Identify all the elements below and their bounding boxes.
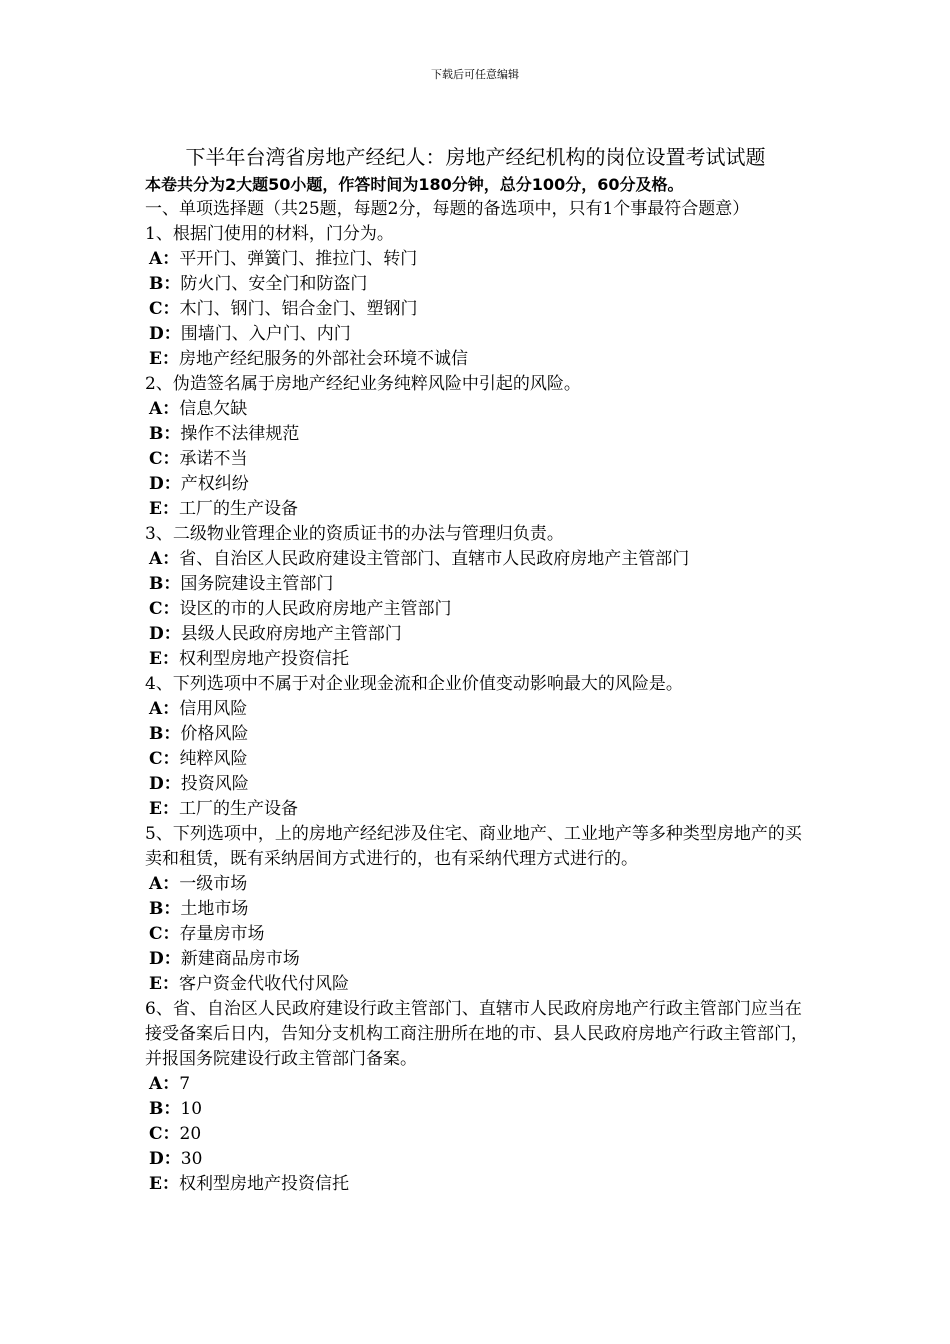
option-text: 国务院建设主管部门 [180,574,334,594]
answer-option [145,297,810,322]
option-text: 围墙门、入户门、内门 [180,324,351,344]
option-text: 客户资金代收代付风险 [178,974,349,994]
option-text: 权利型房地产投资信托 [178,649,349,669]
option-letter: A： [149,549,180,569]
option-text: 平开门、弹簧门、推拉门、转门 [179,249,418,269]
option-text: 10 [180,1099,203,1119]
option-text: 产权纠纷 [180,474,249,494]
option-text: 工厂的生产设备 [178,499,298,519]
option-letter: C： [149,599,180,619]
option-text: 土地市场 [180,899,249,919]
answer-option [145,972,810,997]
answer-option [145,247,810,272]
page-header-note: 下载后可任意编辑 [431,68,519,81]
option-text: 操作不法律规范 [180,424,300,444]
option-letter: E： [149,499,179,519]
option-letter: A： [149,249,180,269]
question-block [145,372,810,522]
answer-option [145,322,810,347]
option-letter: D： [149,474,181,494]
option-letter: C： [149,749,180,769]
answer-option [145,947,810,972]
option-letter: B： [149,274,181,294]
option-text: 新建商品房市场 [180,949,300,969]
option-letter: D： [149,324,181,344]
option-text: 房地产经纪服务的外部社会环境不诚信 [178,349,468,369]
option-text: 20 [179,1124,202,1144]
option-letter: A： [149,1074,180,1094]
option-text: 县级人民政府房地产主管部门 [180,624,402,644]
option-text: 设区的市的人民政府房地产主管部门 [179,599,452,619]
document-body [145,142,810,1197]
option-letter: D： [149,949,181,969]
question-block [145,222,810,372]
answer-option [145,1122,810,1147]
option-text: 防火门、安全门和防盗门 [180,274,368,294]
answer-option [145,597,810,622]
exam-intro: 本卷共分为2大题50小题，作答时间为180分钟，总分100分，60分及格。 [145,175,684,194]
answer-option [145,1097,810,1122]
question-stem: 4、下列选项中不属于对企业现金流和企业价值变动影响最大的风险是。 [145,674,683,694]
option-letter: B： [149,1099,181,1119]
option-text: 纯粹风险 [179,749,248,769]
option-text: 省、自治区人民政府建设主管部门、直辖市人民政府房地产主管部门 [179,549,690,569]
answer-option [145,447,810,472]
option-letter: B： [149,724,181,744]
question-block [145,997,810,1197]
answer-option [145,272,810,297]
option-text: 工厂的生产设备 [178,799,298,819]
option-text: 承诺不当 [179,449,248,469]
option-text: 权利型房地产投资信托 [178,1174,349,1194]
option-text: 投资风险 [180,774,249,794]
option-letter: A： [149,399,180,419]
answer-option [145,472,810,497]
question-stem: 6、省、自治区人民政府建设行政主管部门、直辖市人民政府房地产行政主管部门应当在接受备案后日内，告知分支机构工商注册所在地的市、县人民政府房地产行政主管部门，并报国务院建设行政主管部门备案。 [145,999,808,1069]
answer-option [145,547,810,572]
answer-option [145,747,810,772]
option-letter: E： [149,799,179,819]
option-text: 一级市场 [179,874,248,894]
answer-option [145,697,810,722]
option-text: 价格风险 [180,724,249,744]
option-letter: C： [149,924,180,944]
question-stem: 5、下列选项中，上的房地产经纪涉及住宅、商业地产、工业地产等多种类型房地产的买卖和租赁，既有采纳居间方式进行的，也有采纳代理方式进行的。 [145,824,802,869]
answer-option [145,1172,810,1197]
answer-option [145,797,810,822]
answer-option [145,572,810,597]
answer-option [145,397,810,422]
option-letter: B： [149,424,181,444]
option-text: 存量房市场 [179,924,265,944]
section-heading: 一、单项选择题（共25题，每题2分，每题的备选项中，只有1个事最符合题意） [145,199,750,219]
option-letter: E： [149,1174,179,1194]
option-letter: B： [149,574,181,594]
option-letter: E： [149,349,179,369]
question-block [145,522,810,672]
option-letter: C： [149,449,180,469]
answer-option [145,422,810,447]
answer-option [145,897,810,922]
question-stem: 1、根据门使用的材料，门分为。 [145,224,394,244]
document-title: 下半年台湾省房地产经纪人：房地产经纪机构的岗位设置考试试题 [185,145,766,169]
option-text: 信息欠缺 [179,399,248,419]
option-letter: D： [149,1149,181,1169]
answer-option [145,872,810,897]
answer-option [145,1072,810,1097]
option-text: 30 [180,1149,203,1169]
answer-option [145,1147,810,1172]
answer-option [145,647,810,672]
option-text: 信用风险 [179,699,248,719]
answer-option [145,622,810,647]
option-letter: C： [149,1124,180,1144]
option-letter: D： [149,774,181,794]
option-letter: E： [149,974,179,994]
question-block [145,672,810,822]
answer-option [145,772,810,797]
option-text: 木门、钢门、铝合金门、塑钢门 [179,299,418,319]
option-letter: A： [149,699,180,719]
answer-option [145,722,810,747]
question-list [145,222,810,1197]
question-stem: 3、二级物业管理企业的资质证书的办法与管理归负责。 [145,524,564,544]
question-stem: 2、伪造签名属于房地产经纪业务纯粹风险中引起的风险。 [145,374,581,394]
option-letter: C： [149,299,180,319]
option-letter: E： [149,649,179,669]
answer-option [145,497,810,522]
question-block [145,822,810,997]
option-letter: A： [149,874,180,894]
answer-option [145,922,810,947]
answer-option [145,347,810,372]
option-letter: D： [149,624,181,644]
option-text: 7 [179,1074,191,1094]
option-letter: B： [149,899,181,919]
